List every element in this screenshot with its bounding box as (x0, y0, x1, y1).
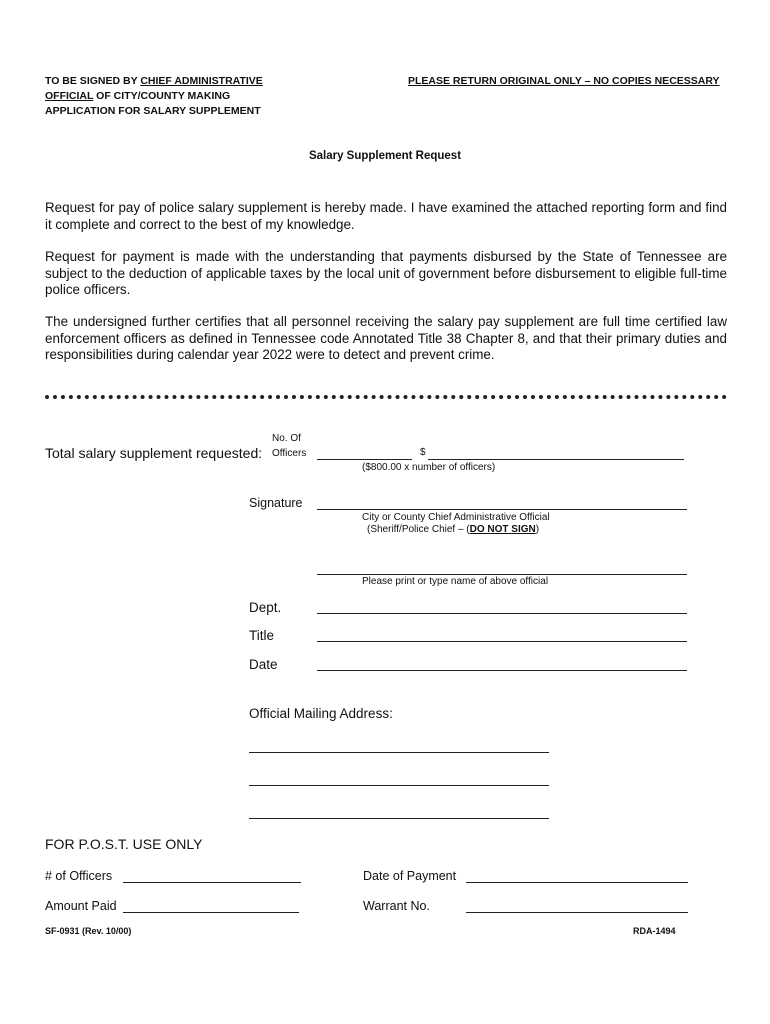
post-officers-field[interactable] (123, 882, 301, 883)
address-line-2[interactable] (249, 785, 549, 786)
header-underlined-text: OFFICIAL (45, 90, 94, 102)
rda-number: RDA-1494 (633, 926, 676, 936)
date-label: Date (249, 657, 278, 672)
officers-count-field[interactable] (317, 459, 412, 460)
header-text: TO BE SIGNED BY (45, 75, 141, 87)
post-use-heading: FOR P.O.S.T. USE ONLY (45, 836, 203, 852)
amount-paid-field[interactable] (123, 912, 299, 913)
header-underlined-text: CHIEF ADMINISTRATIVE (140, 75, 263, 87)
signature-field[interactable] (317, 509, 687, 510)
form-number: SF-0931 (Rev. 10/00) (45, 926, 132, 936)
note-text: ) (535, 524, 540, 535)
header-text: APPLICATION FOR SALARY SUPPLEMENT (45, 105, 261, 117)
certification-paragraph: The undersigned further certifies that all personnel receiving the salary pay supplement are full time certified law enforcement officers as defined in Tennessee code Annotated Title 38 Chapter 8, and that their primary duties and responsibilities during calendar year 2022 were to detect and prevent crime. (45, 314, 727, 362)
post-officers-label: # of Officers (45, 869, 113, 883)
dept-field[interactable] (317, 613, 687, 614)
mailing-address-label: Official Mailing Address: (249, 706, 393, 721)
dept-label: Dept. (249, 600, 282, 615)
date-of-payment-label: Date of Payment (363, 869, 457, 883)
form-title: Salary Supplement Request (308, 150, 462, 162)
officers-label: Officers (272, 448, 307, 459)
address-line-1[interactable] (249, 752, 549, 753)
date-of-payment-field[interactable] (466, 882, 688, 883)
amount-requested-field[interactable] (428, 459, 684, 460)
signer-instruction (45, 74, 285, 119)
signature-label: Signature (249, 496, 303, 510)
calculation-note: ($800.00 x number of officers) (362, 462, 496, 473)
request-paragraph: Request for pay of police salary supplement is hereby made. I have examined the attached reporting form and find it complete and correct to the best of my knowledge. (45, 200, 727, 232)
printed-name-field[interactable] (317, 574, 687, 575)
do-not-sign-note (367, 524, 539, 535)
print-name-note: Please print or type name of above official (362, 576, 549, 587)
total-supplement-label: Total salary supplement requested: (45, 445, 263, 461)
title-label: Title (249, 628, 275, 643)
understanding-paragraph: Request for payment is made with the understanding that payments disbursed by the State of Tennessee are subject to the deduction of applicable taxes by the local unit of government before disbursement to eligible full-time police officers. (45, 249, 727, 297)
do-not-sign-text: DO NOT SIGN (469, 524, 536, 535)
amount-paid-label: Amount Paid (45, 899, 117, 913)
dollar-sign: $ (420, 447, 426, 458)
date-field[interactable] (317, 670, 687, 671)
signer-note: City or County Chief Administrative Official (362, 512, 550, 523)
dotted-divider (45, 395, 727, 399)
warrant-no-label: Warrant No. (363, 899, 430, 913)
no-of-label: No. Of (272, 433, 301, 444)
note-text: (Sheriff/Police Chief – ( (367, 524, 470, 535)
header-text: OF CITY/COUNTY MAKING (93, 90, 231, 102)
title-field[interactable] (317, 641, 687, 642)
address-line-3[interactable] (249, 818, 549, 819)
return-instruction: PLEASE RETURN ORIGINAL ONLY – NO COPIES NECESSARY (408, 75, 720, 87)
warrant-no-field[interactable] (466, 912, 688, 913)
